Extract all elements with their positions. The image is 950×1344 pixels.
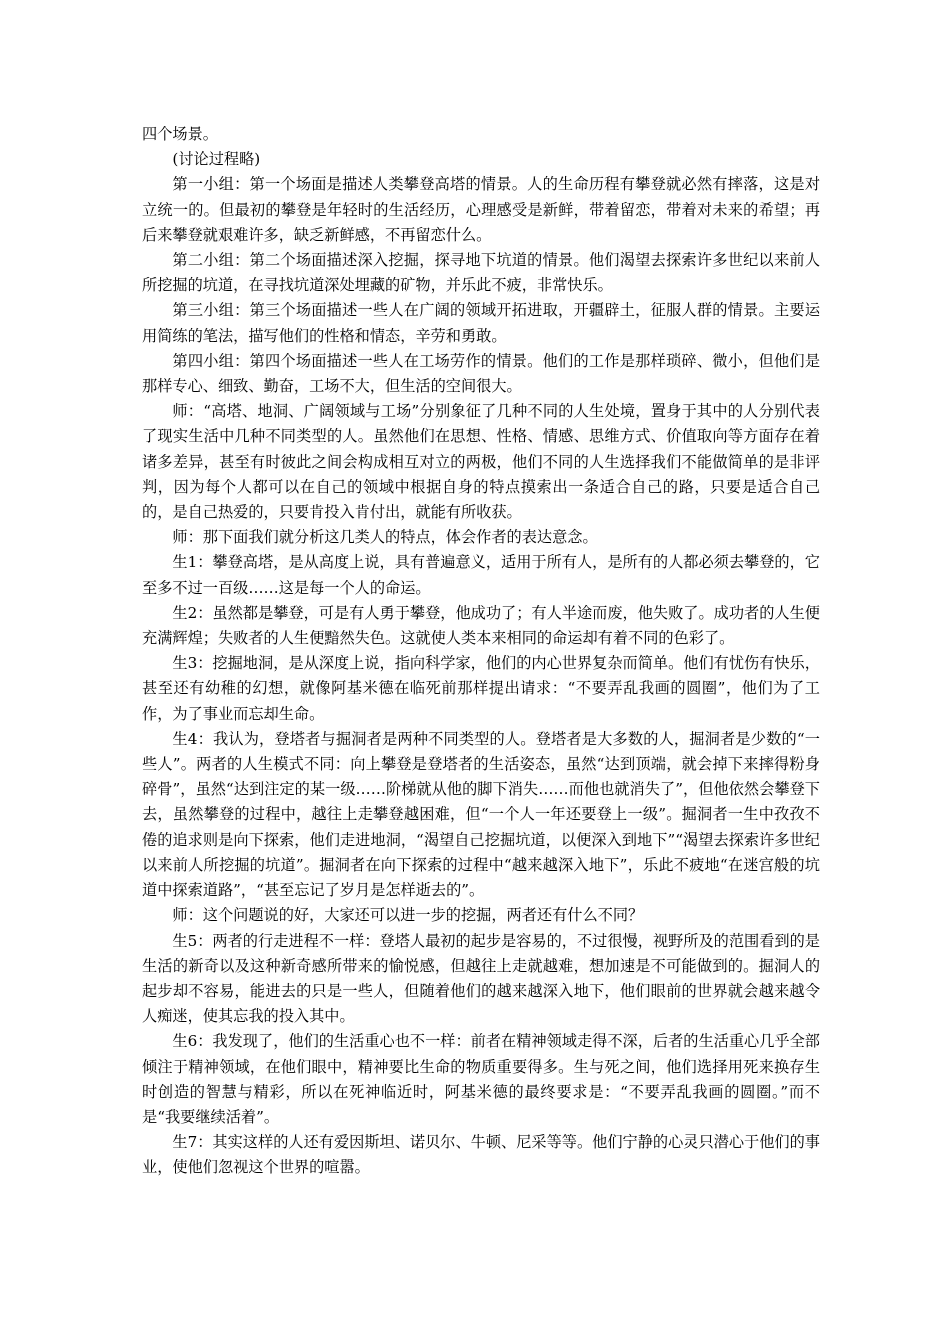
paragraph: 生5：两者的行走进程不一样：登塔人最初的起步是容易的，不过很慢，视野所及的范围看到的是生活的新奇以及这种新奇感所带来的愉悦感，但越往上走就越难，想加速是不可能做到的。掘洞人的起步却不容易，能进去的只是一些人，但随着他们的越来越深入地下，他们眼前的世界就会越来越令人痴迷，使其忘我的投入其中。 bbox=[142, 931, 820, 1026]
paragraph: 生7：其实这样的人还有爱因斯坦、诺贝尔、牛顿、尼采等等。他们宁静的心灵只潜心于他们的事业，使他们忽视这个世界的喧嚣。 bbox=[142, 1133, 820, 1177]
paragraph: 生1：攀登高塔，是从高度上说，具有普遍意义，适用于所有人，是所有的人都必须去攀登的，它至多不过一百级……这是每一个人的命运。 bbox=[142, 553, 820, 597]
paragraph: 师：“高塔、地洞、广阔领域与工场”分别象征了几种不同的人生处境，置身于其中的人分别代表了现实生活中几种不同类型的人。虽然他们在思想、性格、情感、思维方式、价值取向等方面存在着诸多差异，甚至有时彼此之间会构成相互对立的两极，他们不同的人生选择我们不能做简单的是非评判，因为每个人都可以在自己的领域中根据自身的特点摸索出一条适合自己的路，只要是适合自己的，是自己热爱的，只要肯投入肯付出，就能有所收获。 bbox=[142, 402, 820, 522]
paragraph: 第三小组：第三个场面描述一些人在广阔的领域开拓进取，开疆辟土，征服人群的情景。主要运用简练的笔法，描写他们的性格和情态，辛劳和勇敢。 bbox=[142, 301, 820, 345]
paragraph: (讨论过程略) bbox=[172, 150, 261, 169]
paragraph: 师：这个问题说的好，大家还可以进一步的挖掘，两者还有什么不同？ bbox=[172, 906, 644, 925]
paragraph: 生2：虽然都是攀登，可是有人勇于攀登，他成功了；有人半途而废，他失败了。成功者的人生便充满辉煌；失败者的人生便黯然失色。这就使人类本来相同的命运却有着不同的色彩了。 bbox=[142, 603, 820, 648]
paragraph: 第一小组：第一个场面是描述人类攀登高塔的情景。人的生命历程有攀登就必然有摔落，这是对立统一的。但最初的攀登是年轻时的生活经历，心理感受是新鲜，带着留恋，带着对未来的希望；再后来攀登就艰难许多，缺乏新鲜感，不再留恋什么。 bbox=[142, 175, 820, 244]
paragraph: 第二小组：第二个场面描述深入挖掘，探寻地下坑道的情景。他们渴望去探索许多世纪以来前人所挖掘的坑道，在寻找坑道深处埋藏的矿物，并乐此不疲，非常快乐。 bbox=[142, 251, 820, 295]
paragraph: 生3：挖掘地洞，是从深度上说，指向科学家，他们的内心世界复杂而简单。他们有忧伤有快乐，甚至还有幼稚的幻想，就像阿基米德在临死前那样提出请求：“不要弄乱我画的圆圈”，他们为了工作，为了事业而忘却生命。 bbox=[142, 654, 820, 723]
paragraph: 生4：我认为，登塔者与掘洞者是两种不同类型的人。登塔者是大多数的人，掘洞者是少数的“一些人”。两者的人生模式不同：向上攀登是登塔者的生活姿态，虽然“达到顶端，就会掉下来摔得粉身碎骨”，虽然“达到注定的某一级……阶梯就从他的脚下消失……而他也就消失了”，但他依然会攀登下去，虽然攀登的过程中，越往上走攀登越困难，但“一个人一年还要登上一级”。掘洞者一生中孜孜不倦的追求则是向下探索，他们走进地洞，“渴望自己挖掘坑道，以便深入到地下”“渴望去探索许多世纪以来前人所挖掘的坑道”。掘洞者在向下探索的过程中“越来越深入地下”，乐此不疲地“在迷宫般的坑道中探索道路”，“甚至忘记了岁月是怎样逝去的”。 bbox=[142, 729, 820, 900]
paragraph: 第四小组：第四个场面描述一些人在工场劳作的情景。他们的工作是那样琐碎、微小，但他们是那样专心、细致、勤奋，工场不大，但生活的空间很大。 bbox=[142, 351, 820, 396]
paragraph: 生6：我发现了，他们的生活重心也不一样：前者在精神领域走得不深，后者的生活重心几乎全部倾注于精神领域，在他们眼中，精神要比生命的物质重要得多。生与死之间，他们选择用死来换存生时创造的智慧与精彩，所以在死神临近时，阿基米德的最终要求是：“不要弄乱我画的圆圈。”而不是“我要继续活着”。 bbox=[142, 1032, 820, 1126]
paragraph: 四个场景。 bbox=[142, 125, 218, 143]
document-body bbox=[142, 122, 820, 1181]
paragraph: 师：那下面我们就分析这几类人的特点，体会作者的表达意念。 bbox=[172, 528, 598, 547]
